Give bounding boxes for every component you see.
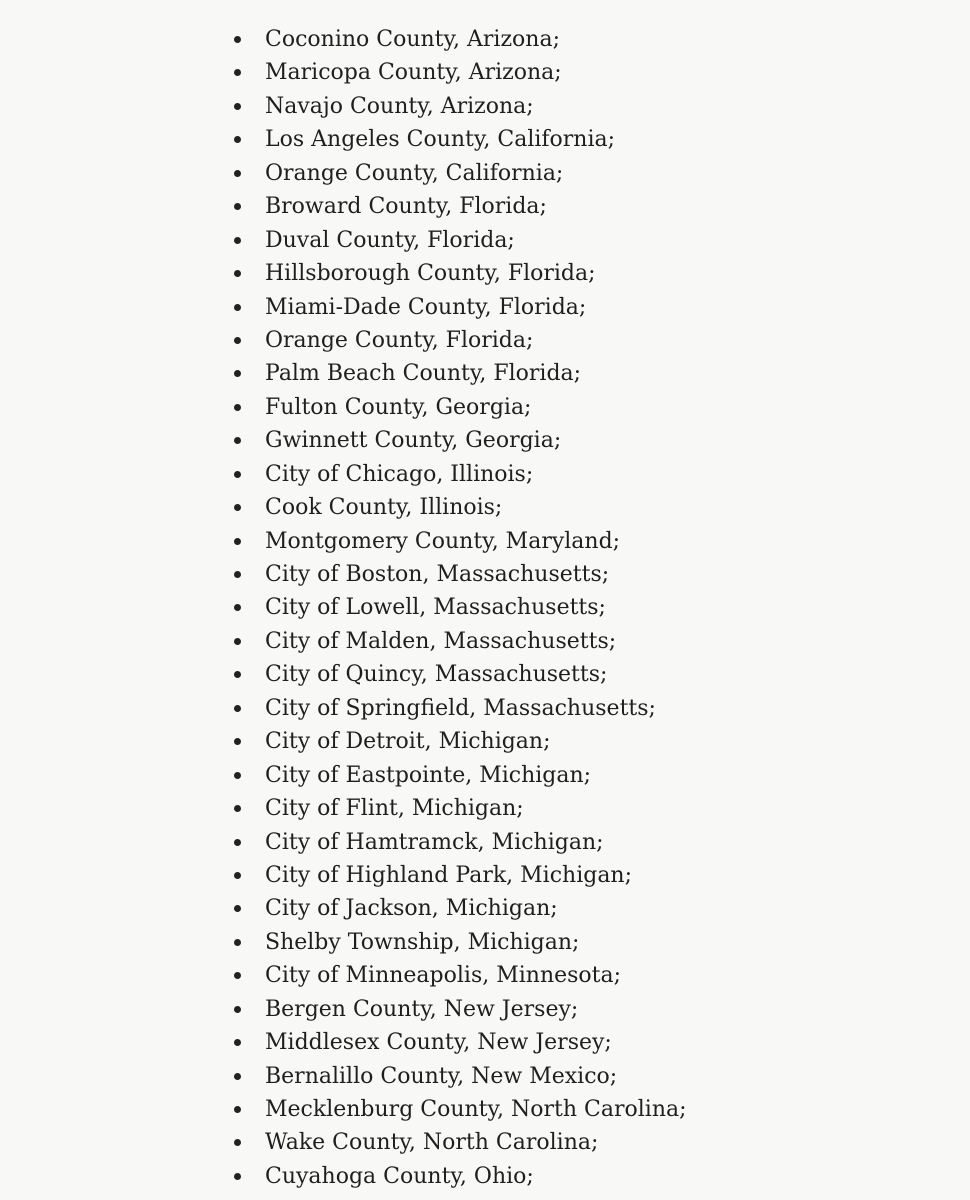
list-item [234,190,934,223]
list-item-text: City of Quincy, Massachusetts; [265,662,608,688]
bullet-icon [234,69,241,76]
list-item-text: Palm Beach County, Florida; [265,361,582,387]
list-item-text: Cuyahoga County, Ohio; [265,1163,534,1189]
list-item-text: City of Jackson, Michigan; [265,896,558,922]
list-item [234,859,934,892]
bullet-icon [234,437,241,444]
list-item-text: Broward County, Florida; [265,194,547,220]
list-item [234,1160,934,1193]
bullet-icon [234,1006,241,1013]
list-item [234,625,934,658]
bullet-icon [234,1106,241,1113]
bullet-icon [234,1173,241,1180]
list-item-text: Middlesex County, New Jersey; [265,1030,612,1056]
list-item-text: City of Highland Park, Michigan; [265,862,633,888]
bullet-icon [234,738,241,745]
list-item [234,458,934,491]
bullet-icon [234,671,241,678]
list-item [234,792,934,825]
list-item [234,391,934,424]
list-item [234,658,934,691]
list-item-text: Fulton County, Georgia; [265,394,532,420]
bullet-icon [234,170,241,177]
list-item-text: Los Angeles County, California; [265,127,616,153]
bullet-icon [234,638,241,645]
list-item-text: Wake County, North Carolina; [265,1130,599,1156]
list-item [234,1126,934,1159]
list-item-text: Miami-Dade County, Florida; [265,294,587,320]
list-item-text: Duval County, Florida; [265,227,515,253]
list-item-text: Bernalillo County, New Mexico; [265,1063,618,1089]
list-item-text: City of Eastpointe, Michigan; [265,762,592,788]
bullet-icon [234,237,241,244]
list-item [234,291,934,324]
list-item-text: Gwinnett County, Georgia; [265,428,562,454]
list-item [234,1093,934,1126]
list-item-text: City of Lowell, Massachusetts; [265,595,606,621]
list-item [234,759,934,792]
bullet-icon [234,939,241,946]
list-item [234,491,934,524]
list-item [234,892,934,925]
list-item-text: City of Flint, Michigan; [265,796,524,822]
list-item [234,558,934,591]
list-item [234,56,934,89]
list-item-text: Orange County, California; [265,160,564,186]
list-item [234,123,934,156]
list-item [234,993,934,1026]
list-item [234,1060,934,1093]
list-item-text: Hillsborough County, Florida; [265,261,596,287]
bullet-icon [234,471,241,478]
bullet-icon [234,1139,241,1146]
bullet-icon [234,1039,241,1046]
list-item [234,424,934,457]
bullet-icon [234,839,241,846]
list-item [234,224,934,257]
bullet-icon [234,571,241,578]
list-item [234,959,934,992]
list-item-text: Coconino County, Arizona; [265,27,560,52]
list-item [234,826,934,859]
jurisdiction-list [234,23,934,1193]
list-item-text: City of Detroit, Michigan; [265,729,551,755]
list-item-text: Shelby Township, Michigan; [265,929,580,955]
bullet-icon [234,203,241,210]
bullet-icon [234,604,241,611]
list-item [234,257,934,290]
bullet-icon [234,905,241,912]
bullet-icon [234,538,241,545]
list-item-text: City of Hamtramck, Michigan; [265,829,604,855]
bullet-icon [234,705,241,712]
list-item [234,725,934,758]
bullet-icon [234,270,241,277]
list-item [234,1026,934,1059]
list-item-text: Cook County, Illinois; [265,495,503,521]
bullet-icon [234,805,241,812]
list-item [234,692,934,725]
list-item [234,90,934,123]
list-item-text: City of Springfield, Massachusetts; [265,695,656,721]
list-item [234,23,934,56]
list-item [234,591,934,624]
list-item [234,357,934,390]
bullet-icon [234,136,241,143]
bullet-icon [234,1073,241,1080]
bullet-icon [234,872,241,879]
list-item-text: Navajo County, Arizona; [265,93,534,119]
bullet-icon [234,504,241,511]
list-item [234,926,934,959]
bullet-icon [234,772,241,779]
list-item-text: Orange County, Florida; [265,327,534,353]
list-item-text: City of Chicago, Illinois; [265,461,534,487]
list-item [234,157,934,190]
bullet-icon [234,103,241,110]
list-item-text: City of Malden, Massachusetts; [265,628,617,654]
bullet-icon [234,404,241,411]
list-item-text: City of Boston, Massachusetts; [265,562,610,587]
bullet-icon [234,337,241,344]
list-item-text: Bergen County, New Jersey; [265,996,579,1022]
list-item-text: Mecklenburg County, North Carolina; [265,1097,687,1122]
list-item-text: Montgomery County, Maryland; [265,528,621,554]
list-item [234,324,934,357]
list-item-text: Maricopa County, Arizona; [265,60,562,86]
list-item-text: City of Minneapolis, Minnesota; [265,963,622,989]
bullet-icon [234,370,241,377]
list-item [234,525,934,558]
bullet-icon [234,304,241,311]
bullet-icon [234,972,241,979]
bullet-icon [234,36,241,43]
